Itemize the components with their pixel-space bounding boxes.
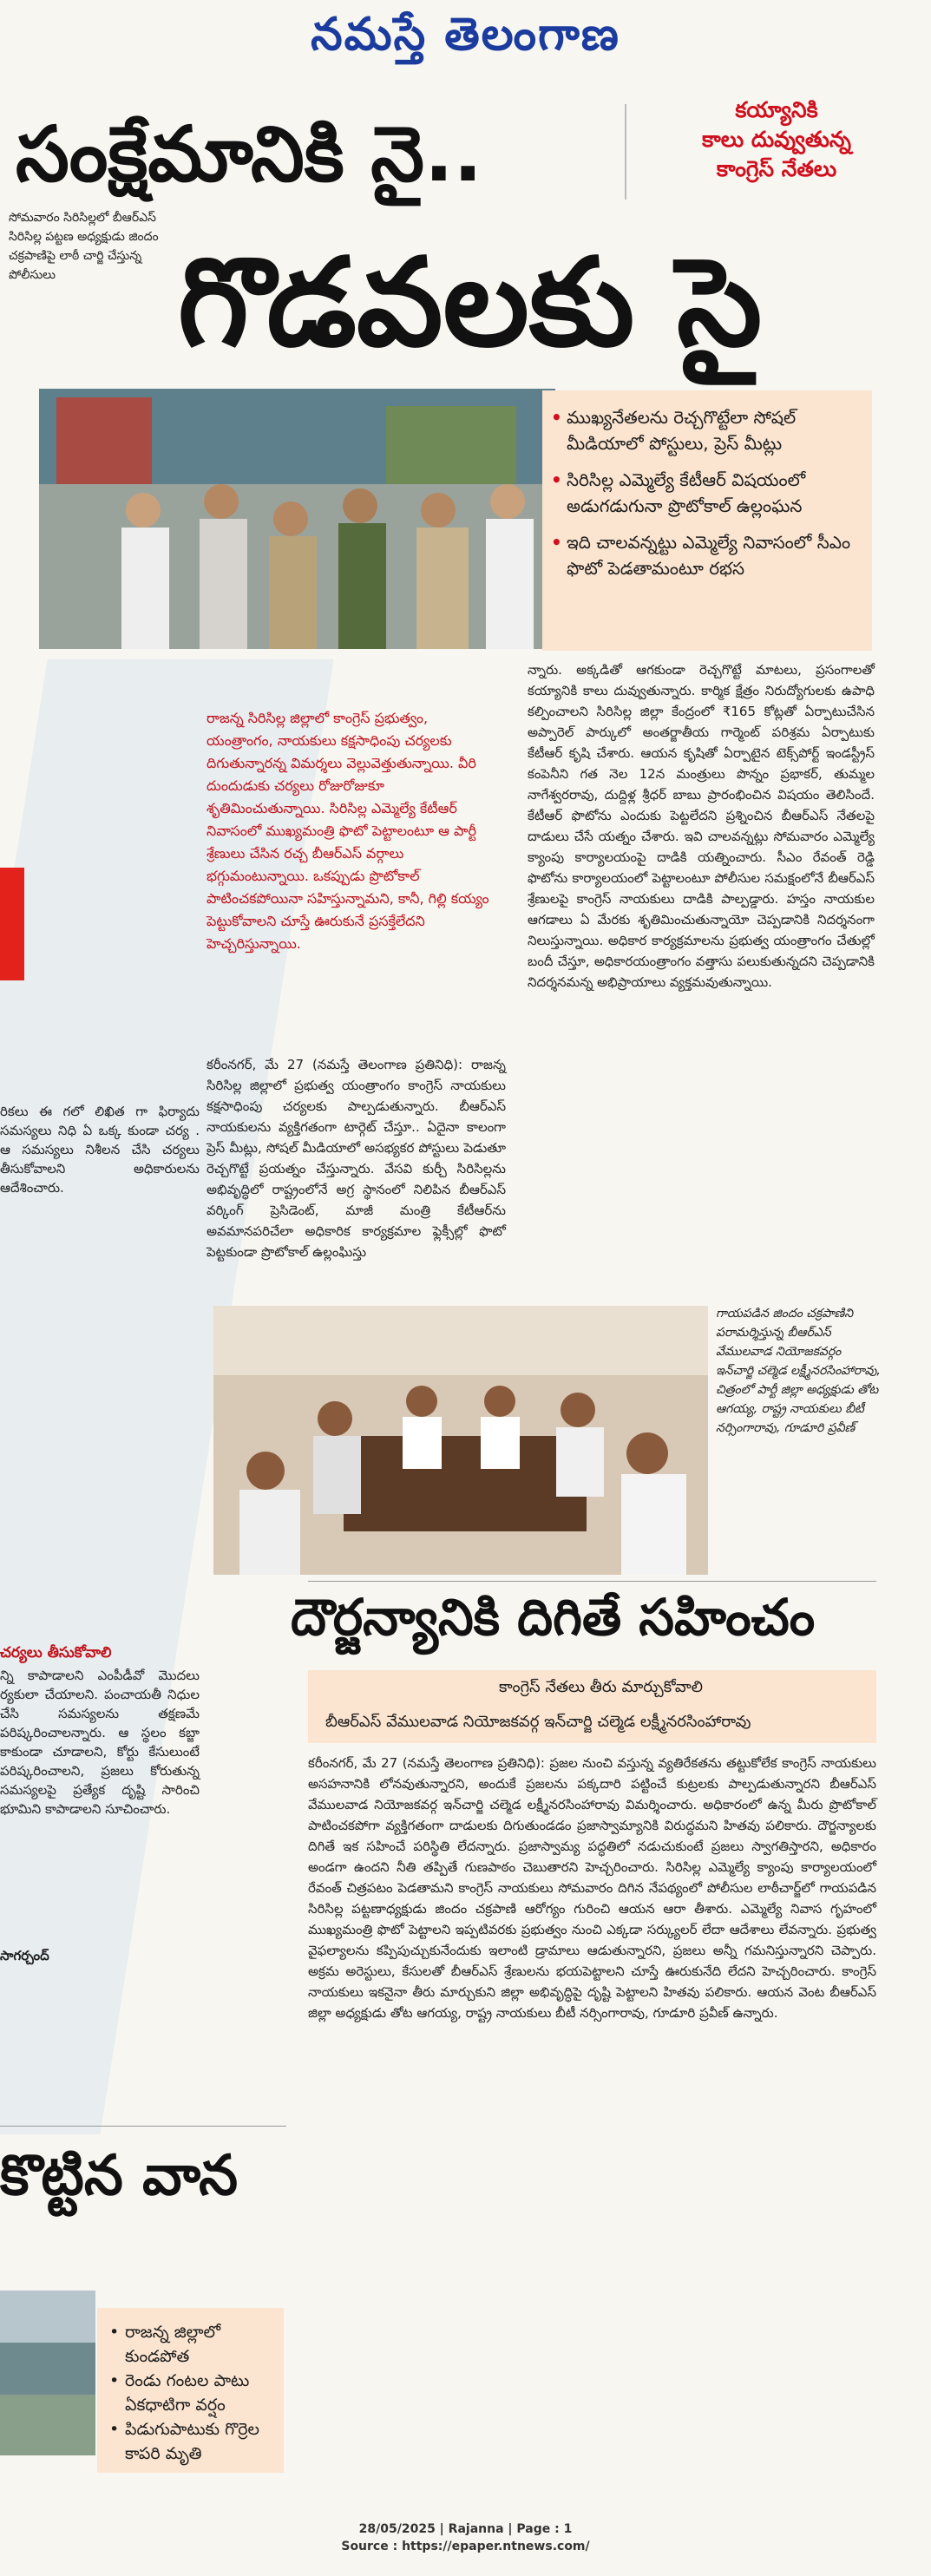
divider bbox=[625, 104, 626, 200]
subheadline-2: బీఆర్ఎస్ వేములవాడ నియోజకవర్గ ఇన్‌చార్జి చల్మెడ లక్ష్మీనరసింహారావు bbox=[325, 1713, 751, 1731]
highlight-item: • ఇది చాలవన్నట్టు ఎమ్మెల్యే నివాసంలో సీఎం ఫొటో పెడతామంటూ రభస bbox=[567, 529, 860, 581]
headline-secondary: దౌర్జన్యానికి దిగితే సహించం bbox=[291, 1588, 816, 1647]
article-column-a: కరీంనగర్, మే 27 (నమస్తే తెలంగాణ ప్రతినిధి): రాజన్న సిరిసిల్ల జిల్లాలో ప్రభుత్వ యంత్రాంగం కాంగ్రెస్ నాయకులు కక్షసాధింపు చర్యలకు పాల్పడుతున్నారు. బీఆర్ఎస్ నాయకులను వ్యక్తిగతంగా టార్గెట్ చేస్తూ.. ఏదైనా కాలంగా ప్రెస్ మీట్లు, సోషల్ మీడియాలో అసభ్యకర పోస్టులు పెడుతూ రెచ్చగొట్టే ప్రయత్నం చేస్తున్నారు. వేసవి కుర్చీ సిరిసిల్లను అభివృద్ధిలో రాష్ట్రంలోనే అగ్ర స్థానంలో నిలిపిన బీఆర్ఎస్ వర్కింగ్ ప్రెసిడెంట్, మాజీ మంత్రి కేటీఆర్‌ను అవమానపరిచేలా అధికారిక కార్యక్రమాల ఫ్లెక్సీల్లో ఫొటో పెట్టకుండా ప్రొటోకాల్ ఉల్లంఘిస్తు bbox=[207, 1057, 506, 1260]
headline-line1: సంక్షేమానికి నై.. bbox=[16, 109, 482, 199]
left-article-fragment-2: న్ని కాపాడాలని ఎంపీడీవో మొదలు ర్యకులా చేయాలని. పంచాయతీ నిధుల చేసి సమస్యలను తక్షణమే పరిష్కరించాలన్నారు. ఆ స్థలం కబ్జా కాకుండా చూడాలని, కోర్టు కేసులుంటే పరిష్కరించాలని, ప్రజలు కోరుతున్న సమస్యలపై ప్రత్యేక దృష్టి సారించి భూమిని కాపాడాలని సూచించారు. bbox=[0, 1668, 200, 1817]
footer bbox=[0, 2520, 931, 2555]
left-article-fragment: రికలు ఈ గలో లిఖిత గా ఫిర్యాదు సమస్యలు నిధి ఏ ఒక్క కుండా చర్య . ఆ సమస్యలు నిశీలన చేసి చర్యలు తీసుకోవాలని అధికారులను ఆదేశించారు. bbox=[0, 1104, 200, 1196]
subheadline-1: కాంగ్రెస్ నేతలు తీరు మార్చుకోవాలి bbox=[499, 1678, 703, 1696]
highlight-item: • ముఖ్యనేతలను రెచ్చగొట్టేలా సోషల్ మీడియాలో పోస్టులు, ప్రెస్ మీట్లు bbox=[567, 404, 860, 456]
footer-date: 28/05/2025 | Rajanna | Page : 1 bbox=[358, 2522, 573, 2536]
rain-highlight-item: • రాజన్న జిల్లాలో కుండపోత bbox=[125, 2320, 275, 2369]
headline-line2: గొడవలకు సై bbox=[178, 233, 763, 374]
news-photo-scuffle bbox=[39, 389, 555, 649]
masthead-title: నమస్తే తెలంగాణ bbox=[311, 8, 620, 61]
highlights-box bbox=[542, 390, 872, 651]
article-column-b: న్నారు. అక్కడితో ఆగకుండా రెచ్చగొట్టే మాటలు, ప్రసంగాలతో కయ్యానికి కాలు దువ్వుతున్నారు. కార్మిక క్షేత్రం నిరుద్యోగులకు ఉపాధి కల్పించాలని సిరిసిల్ల జిల్లా కేంద్రంలో ₹165 కోట్లతో ఏర్పాటుచేసిన అప్పారెల్ పార్కులో అంతర్జాతీయ గార్మెంట్ పరిశ్రమ ఏర్పాటుకు కేటీఆర్ కృషి చేశారు. ఆయన కృషితో ఏర్పాటైన టెక్స్‌పోర్ట్ ఇండస్ట్రీస్ కంపెనీని గత నెల 12న మంత్రులు పొన్నం ప్రభాకర్, తుమ్మల నాగేశ్వరరావు, దుద్దిళ్ల శ్రీధర్ బాబు ప్రారంభించిన విషయం తెలిసిందే. కేటీఆర్ ఫొటోను ఎందుకు పెట్టలేదని ప్రశ్నించిన బీఆర్ఎస్ నేతలపై దాడులు చేసే యత్నం చేశారు. ఇవి చాలవన్నట్లు సోమవారం ఎమ్మెల్యే క్యాంపు కార్యాలయంపై దాడికి యత్నించారు. సీఎం రేవంత్ రెడ్డి ఫొటోను కార్యాలయంలో పెట్టాలంటూ పోలీసుల సమక్షంలోనే బీఆర్ఎస్ శ్రేణులపై కాంగ్రెస్ నాయకులు దాడికి పాల్పడ్డారు. హస్తం నాయకుల ఆగడాలు ఏ మేరకు శృతిమించుతున్నాయో చెప్పడానికి నిదర్శనంగా నిలుస్తున్నాయి. అధికార కార్యక్రమాలను ప్రభుత్వ యంత్రాంగం చేతుల్లో బందీ చేస్తూ, అధికారయంత్రాంగం వత్తాసు పలుకుతున్నదని చెప్పడానికి నిదర్శనమన్న అభిప్రాయాలు వ్యక్తమవుతున్నాయి. bbox=[528, 662, 875, 990]
headline-rain: కొట్టిన వాన bbox=[0, 2144, 239, 2208]
highlight-item: • సిరిసిల్ల ఎమ్మెల్యే కేటీఆర్ విషయంలో అడుగడుగునా ప్రొటోకాల్ ఉల్లంఘన bbox=[567, 467, 860, 519]
subheadline-box bbox=[308, 1670, 876, 1743]
byline: సాగర్చంద్ bbox=[0, 1948, 49, 1963]
divider bbox=[0, 2126, 286, 2127]
photo-caption-left: సోమవారం సిరిసిల్లలో బీఆర్ఎస్ సిరిసిల్ల పట్టణ అధ్యక్షుడు జిందం చక్రపాణిపై లాఠీ చార్జి చేస్తున్న పోలీసులు bbox=[9, 211, 159, 282]
rain-highlights-box bbox=[97, 2308, 284, 2473]
rain-highlight-item: • రెండు గంటల పాటు ఏకధాటిగా వర్షం bbox=[125, 2369, 275, 2417]
news-photo-meeting bbox=[213, 1306, 708, 1575]
rain-highlight-item: • పిడుగుపాటుకు గొర్రెల కాపరి మృతి bbox=[125, 2417, 275, 2466]
photo-illustration bbox=[0, 2291, 95, 2455]
news-photo-rain bbox=[0, 2291, 95, 2455]
photo-illustration bbox=[39, 389, 555, 649]
divider bbox=[308, 1581, 876, 1582]
footer-source[interactable]: Source : https://epaper.ntnews.com/ bbox=[341, 2540, 590, 2553]
left-subhead: చర్యలు తీసుకోవాలి bbox=[0, 1644, 112, 1662]
kicker-line-2: కాలు దువ్వుతున్న bbox=[702, 127, 851, 152]
intro-paragraph: రాజన్న సిరిసిల్ల జిల్లాలో కాంగ్రెస్ ప్రభుత్వం, యంత్రాంగం, నాయకులు కక్షసాధింపు చర్యలకు దిగుతున్నారన్న విమర్శలు వెల్లువెత్తుతున్నాయి. వీరి దుందుడుకు చర్యలు రోజురోజుకూ శృతిమించుతున్నాయి. సిరిసిల్ల ఎమ్మెల్యే కేటీఆర్ నివాసంలో ముఖ్యమంత్రి ఫొటో పెట్టాలంటూ ఆ పార్టీ శ్రేణులు చేసిన రచ్చ బీఆర్ఎస్ వర్గాలు భగ్గుమంటున్నాయి. ఒకప్పుడు ప్రొటోకాల్ పాటించకపోయినా సహిస్తున్నామని, కానీ, గిల్లి కయ్యం పెట్టుకోవాలని చూస్తే ఊరుకునే ప్రసక్తేలేదని హెచ్చరిస్తున్నాయి. bbox=[207, 710, 489, 952]
ad-fragment bbox=[0, 868, 24, 980]
kicker-line-1: కయ్యానికి bbox=[735, 97, 818, 122]
kicker bbox=[638, 95, 915, 184]
photo-illustration bbox=[213, 1306, 708, 1575]
kicker-line-3: కాంగ్రెస్ నేతలు bbox=[716, 156, 837, 181]
photo-caption-right: గాయపడిన జిందం చక్రపాణిని పరామర్శిస్తున్న బీఆర్ఎస్ వేములవాడ నియోజకవర్గం ఇన్‌చార్జి చల్మెడ లక్ష్మీనరసింహారావు, చిత్రంలో పార్టీ జిల్లా అధ్యక్షుడు తోట ఆగయ్య, రాష్ట్ర నాయకులు బీటీ నర్సింగారావు, గూడూరి ప్రవీణ్ bbox=[716, 1307, 881, 1435]
article-column-c: కరీంనగర్, మే 27 (నమస్తే తెలంగాణ ప్రతినిధి): ప్రజల నుంచి వస్తున్న వ్యతిరేకతను తట్టుకోలేక కాంగ్రెస్ నాయకులు అసహనానికి లోనవుతున్నారని, అందుకే ప్రజలను పక్కదారి పట్టించే కుట్రలకు పాల్పడుతున్నారని బీఆర్ఎస్ వేములవాడ నియోజకవర్గ ఇన్‌చార్జి చల్మెడ లక్ష్మీనరసింహారావు విమర్శించారు. అధికారంలో ఉన్న మీరు ప్రొటోకాల్ పాటించకపోగా వ్యక్తిగతంగా దాడులకు దిగుతుండడం ప్రజాస్వామ్యానికి విరుద్ధమని హితవు పలికారు. దౌర్జన్యాలకు దిగితే ఇక సహించే పరిస్థితి లేదన్నారు. ప్రజాస్వామ్య పద్ధతిలో నడుచుకుంటే ప్రజలు స్వాగతిస్తారని, అధికారం అండగా ఉందని నీతి తప్పితే గుణపాఠం చెబుతారని హెచ్చరించారు. సిరిసిల్ల ఎమ్మెల్యే క్యాంపు కార్యాలయంలో రేవంత్ చిత్రపటం పెడతామని కాంగ్రెస్ నాయకులు సోమవారం దిగిన నేపథ్యంలో పోలీసుల లాఠీచార్జ్‌లో గాయపడిన సిరిసిల్ల పట్టణాధ్యక్షుడు జిందం చక్రపాణి ఆరోగ్యం గురించి ఆయన ఆరా తీశారు. ఎమ్మెల్యే నివాస గృహంలో ముఖ్యమంత్రి ఫొటో పెట్టాలని ఇప్పటివరకు ప్రభుత్వం నుంచి ఎక్కడా సర్క్యులర్ లేదా ఆదేశాలు లేవన్నారు. ప్రభుత్వ వైఫల్యాలను కప్పిపుచ్చుకునేందుకు ఇలాంటి డ్రామాలు ఆడుతున్నారని, ప్రజలు అన్నీ గమనిస్తున్నారని చెప్పారు. అక్రమ అరెస్టులు, కేసులతో బీఆర్ఎస్ శ్రేణులను భయపెట్టాలని చూస్తే ఊరుకునేది లేదని హెచ్చరించారు. కాంగ్రెస్ నాయకులు ఇకనైనా తీరు మార్చుకుని జిల్లా అభివృద్ధిపై దృష్టి పెట్టాలని హితవు పలికారు. ఆయన వెంట బీఆర్ఎస్ జిల్లా అధ్యక్షుడు తోట ఆగయ్య, రాష్ట్ర నాయకులు బీటీ నర్సింగారావు, గూడూరి ప్రవీణ్ ఉన్నారు. bbox=[308, 1755, 876, 2021]
masthead bbox=[0, 0, 931, 69]
